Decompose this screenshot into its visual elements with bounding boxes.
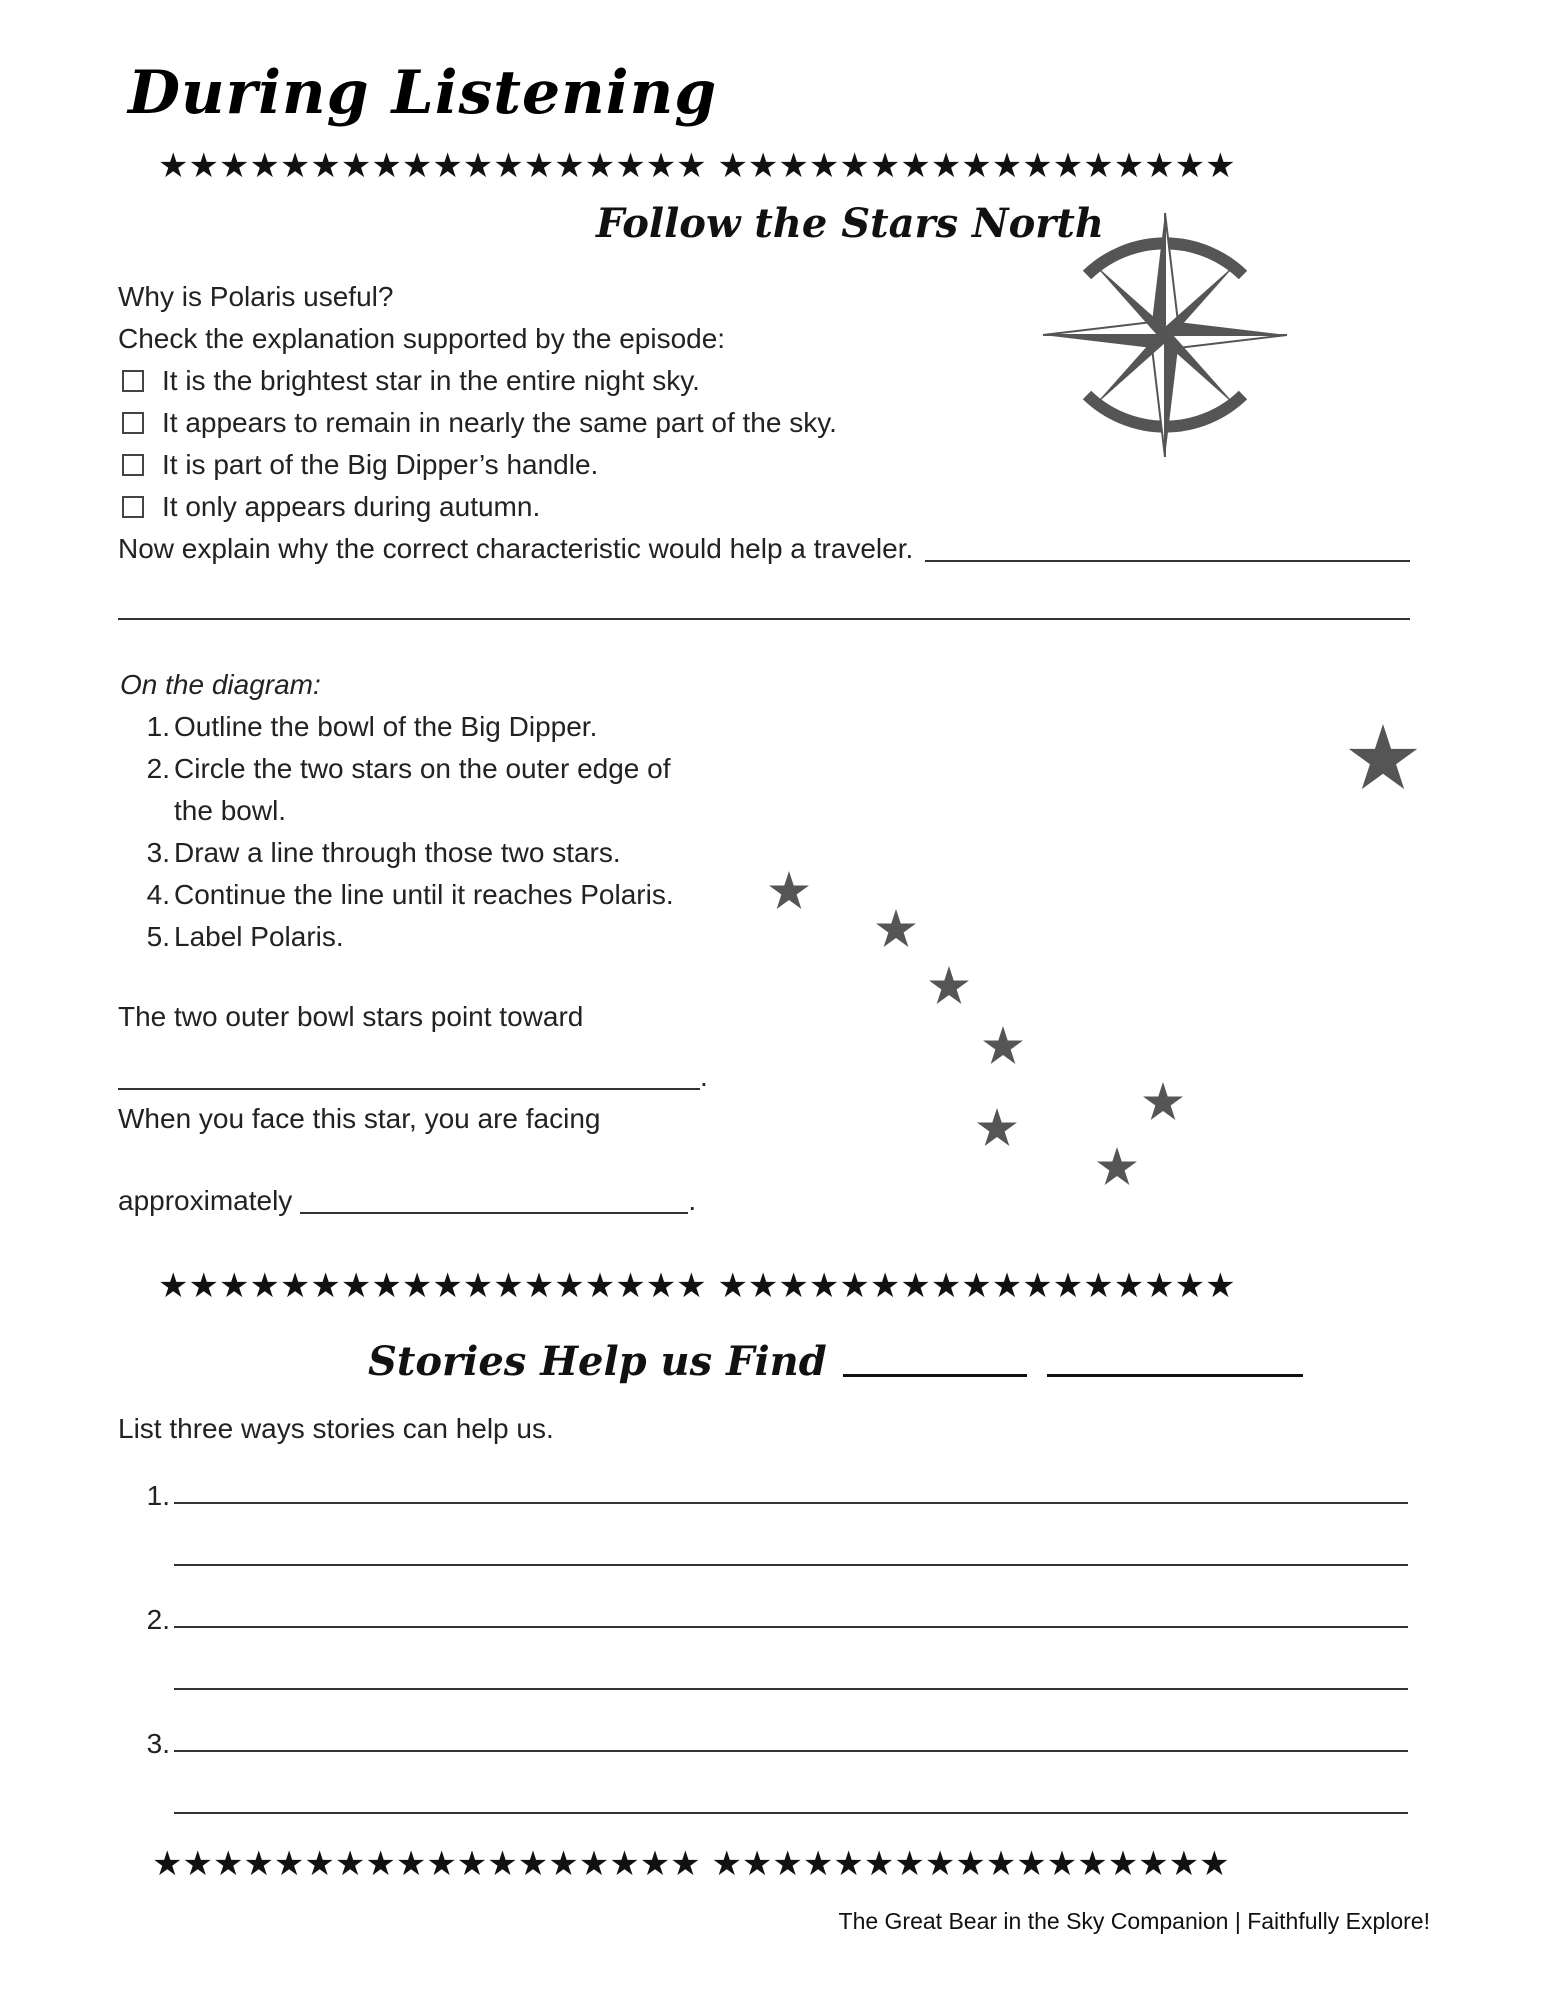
dipper-star: [769, 871, 809, 909]
step-item: 4. Continue the line until it reaches Polaris.: [146, 879, 674, 910]
answer-line[interactable]: [174, 1688, 1408, 1690]
answer-line[interactable]: [174, 1626, 1408, 1628]
step-item: the bowl.: [174, 795, 287, 826]
dipper-star: [876, 909, 916, 947]
stories-blank-1[interactable]: [843, 1374, 1027, 1377]
dipper-star: [1097, 1147, 1137, 1185]
step-item: 1. Outline the bowl of the Big Dipper.: [146, 711, 598, 742]
answer-line[interactable]: [174, 1502, 1408, 1504]
option-label: It appears to remain in nearly the same part of the sky.: [162, 407, 837, 438]
answer-row[interactable]: 1.: [118, 1470, 1408, 1512]
stories-blank-2[interactable]: [1047, 1374, 1303, 1377]
answer-row[interactable]: 3.: [118, 1718, 1408, 1760]
answer-row[interactable]: 2.: [118, 1594, 1408, 1636]
step-item: 3. Draw a line through those two stars.: [146, 837, 621, 868]
check-instruction: Check the explanation supported by the episode:: [118, 323, 726, 354]
approx-label: approximately: [118, 1185, 293, 1216]
star-divider-top: ★★★★★★★★★★★★★★★★★★ ★★★★★★★★★★★★★★★★★: [158, 146, 1236, 186]
dipper-star: [929, 966, 969, 1004]
answer-line[interactable]: [174, 1750, 1408, 1752]
polaris-star: [1349, 724, 1417, 789]
stories-answer-list: [118, 1470, 1408, 1822]
star-divider-middle: ★★★★★★★★★★★★★★★★★★ ★★★★★★★★★★★★★★★★★: [158, 1266, 1236, 1306]
section-heading-stories: Stories Help us Find: [368, 1338, 827, 1385]
answer-line[interactable]: [174, 1812, 1408, 1814]
face-prompt: When you face this star, you are facing: [118, 1103, 601, 1134]
dipper-star: [977, 1108, 1017, 1146]
option-label: It is the brightest star in the entire night sky.: [162, 365, 700, 396]
step-item: 2. Circle the two stars on the outer edge of: [146, 753, 671, 784]
answer-row[interactable]: [118, 1532, 1408, 1574]
step-item: 5. Label Polaris.: [146, 921, 344, 952]
direction-answer-row: approximately .: [118, 1180, 696, 1222]
explain-prompt: Now explain why the correct characteristic would help a traveler.: [118, 533, 914, 564]
polaris-question: Why is Polaris useful?: [118, 281, 394, 312]
page-title: During Listening: [128, 58, 718, 128]
dipper-star: [1143, 1082, 1183, 1120]
answer-row[interactable]: [118, 1780, 1408, 1822]
stories-prompt: List three ways stories can help us.: [118, 1413, 554, 1444]
diagram-label: On the diagram:: [120, 669, 321, 700]
section-heading-stories-row: [368, 1338, 1303, 1385]
option-label: It is part of the Big Dipper’s handle.: [162, 449, 599, 480]
dipper-star: [983, 1026, 1023, 1064]
answer-line[interactable]: [174, 1564, 1408, 1566]
section-heading-follow-stars: Follow the Stars North: [596, 200, 1104, 247]
star-divider-bottom: ★★★★★★★★★★★★★★★★★★ ★★★★★★★★★★★★★★★★★: [152, 1844, 1230, 1884]
point-prompt: The two outer bowl stars point toward: [118, 1001, 584, 1032]
answer-row[interactable]: [118, 1656, 1408, 1698]
footer-credit: The Great Bear in the Sky Companion | Faithfully Explore!: [838, 1908, 1430, 1934]
option-label: It only appears during autumn.: [162, 491, 541, 522]
point-answer-row: .: [118, 1056, 708, 1098]
